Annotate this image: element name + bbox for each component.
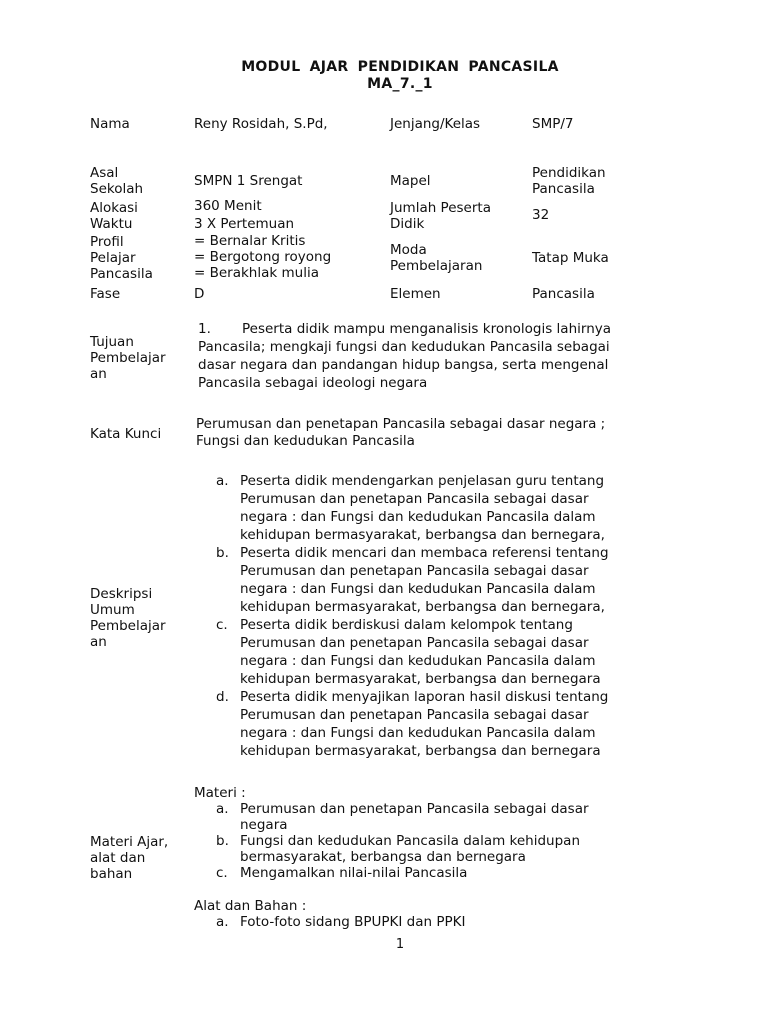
nama-value: Reny Rosidah, S.Pd, [194, 116, 328, 132]
profil-label-line3: Pancasila [90, 266, 153, 282]
deskripsi-label-line1: Deskripsi [90, 586, 153, 602]
moda-value: Tatap Muka [532, 250, 609, 266]
list-item-line: negara [240, 817, 288, 833]
list-item-line: Perumusan dan penetapan Pancasila sebagai dasar [240, 563, 589, 579]
list-item-line: bermasyarakat, berbangsa dan bernegara [240, 849, 526, 865]
alokasi-value-line2: 3 X Pertemuan [194, 216, 295, 232]
list-item-line: Fungsi dan kedudukan Pancasila dalam kehidupan [240, 833, 581, 849]
list-item-line: Mengamalkan nilai-nilai Pancasila [240, 865, 468, 881]
module-code: MA_7._1 [367, 76, 433, 92]
list-item-line: kehidupan bermasyarakat, berbangsa dan bernegara [240, 743, 601, 759]
deskripsi-label-line4: an [90, 634, 107, 650]
list-item-line: negara : dan Fungsi dan kedudukan Pancasila dalam [240, 725, 596, 741]
jenjang-label: Jenjang/Kelas [390, 116, 481, 132]
tujuan-text-line1: Peserta didik mampu menganalisis kronologis lahirnya [242, 321, 612, 337]
list-marker: a. [216, 473, 229, 489]
list-marker: c. [216, 617, 228, 633]
list-item-line: Perumusan dan penetapan Pancasila sebagai dasar [240, 801, 589, 817]
list-marker: b. [216, 545, 229, 561]
asal-value: SMPN 1 Srengat [194, 173, 303, 189]
kata-kunci-line1: Perumusan dan penetapan Pancasila sebagai dasar negara ; [196, 416, 606, 432]
jumlah-label-line1: Jumlah Peserta [390, 200, 491, 216]
alat-list [216, 914, 465, 930]
mapel-value-line1: Pendidikan [532, 165, 606, 181]
list-item [216, 833, 589, 865]
materi-label-line1: Materi Ajar, [90, 834, 169, 850]
kata-kunci-line2: Fungsi dan kedudukan Pancasila [196, 433, 415, 449]
alokasi-value-line1: 360 Menit [194, 198, 262, 214]
asal-label-line1: Asal [90, 165, 119, 181]
moda-label-line1: Moda [390, 242, 427, 258]
tujuan-text-line3: dasar negara dan pandangan hidup bangsa, serta mengenal [198, 357, 609, 373]
list-item-line: negara : dan Fungsi dan kedudukan Pancasila dalam [240, 653, 596, 669]
materi-label-line2: alat dan [90, 850, 146, 866]
list-item [216, 544, 609, 616]
materi-list [216, 801, 589, 881]
tujuan-label-line2: Pembelajar [90, 350, 166, 366]
list-item-line: kehidupan bermasyarakat, berbangsa dan bernegara, [240, 599, 605, 615]
fase-label: Fase [90, 286, 121, 302]
list-item [216, 865, 589, 881]
asal-label-line2: Sekolah [90, 181, 144, 197]
list-marker: a. [216, 914, 229, 930]
mapel-value-line2: Pancasila [532, 181, 595, 197]
list-item [216, 914, 465, 930]
elemen-value: Pancasila [532, 286, 595, 302]
nama-label: Nama [90, 116, 130, 132]
list-item-line: Perumusan dan penetapan Pancasila sebagai dasar [240, 635, 589, 651]
page-number: 1 [395, 937, 405, 952]
list-item [216, 688, 609, 760]
alat-heading: Alat dan Bahan : [194, 898, 307, 914]
list-item [216, 616, 609, 688]
deskripsi-label-line3: Pembelajar [90, 618, 166, 634]
profil-value-line2: = Bergotong royong [194, 249, 332, 265]
deskripsi-list [216, 472, 609, 760]
list-item-line: Peserta didik mendengarkan penjelasan guru tentang [240, 473, 605, 489]
deskripsi-label-line2: Umum [90, 602, 135, 618]
profil-value-line1: = Bernalar Kritis [194, 233, 306, 249]
list-item-line: Peserta didik berdiskusi dalam kelompok tentang [240, 617, 573, 633]
tujuan-label-line3: an [90, 366, 107, 382]
profil-label-line1: Profil [90, 234, 124, 250]
list-item [216, 472, 609, 544]
jumlah-value: 32 [532, 207, 550, 223]
list-marker: a. [216, 801, 229, 817]
alokasi-label-line1: Alokasi [90, 200, 138, 216]
jenjang-value: SMP/7 [532, 116, 574, 132]
profil-label-line2: Pelajar [90, 250, 136, 266]
list-marker: c. [216, 865, 228, 881]
list-item-line: kehidupan bermasyarakat, berbangsa dan bernegara, [240, 527, 605, 543]
list-item-line: Perumusan dan penetapan Pancasila sebagai dasar [240, 707, 589, 723]
list-marker: d. [216, 689, 229, 705]
tujuan-text-line4: Pancasila sebagai ideologi negara [198, 375, 428, 391]
list-item-line: Perumusan dan penetapan Pancasila sebagai dasar [240, 491, 589, 507]
document-title: MODUL AJAR PENDIDIKAN PANCASILA [241, 59, 559, 75]
list-marker: b. [216, 833, 229, 849]
list-item-line: negara : dan Fungsi dan kedudukan Pancasila dalam [240, 581, 596, 597]
materi-heading: Materi : [194, 785, 246, 801]
alokasi-label-line2: Waktu [90, 216, 133, 232]
list-item-line: negara : dan Fungsi dan kedudukan Pancasila dalam [240, 509, 596, 525]
mapel-label: Mapel [390, 173, 431, 189]
list-item-line: kehidupan bermasyarakat, berbangsa dan bernegara [240, 671, 601, 687]
fase-value: D [194, 286, 205, 302]
list-item-line: Peserta didik mencari dan membaca referensi tentang [240, 545, 609, 561]
profil-value-line3: = Berakhlak mulia [194, 265, 319, 281]
tujuan-text-line2: Pancasila; mengkaji fungsi dan kedudukan Pancasila sebagai [198, 339, 610, 355]
tujuan-label-line1: Tujuan [90, 334, 134, 350]
tujuan-number: 1. [198, 321, 211, 337]
jumlah-label-line2: Didik [390, 216, 425, 232]
list-item-line: Foto-foto sidang BPUPKI dan PPKI [240, 914, 466, 930]
elemen-label: Elemen [390, 286, 441, 302]
materi-label-line3: bahan [90, 866, 133, 882]
list-item [216, 801, 589, 833]
list-item-line: Peserta didik menyajikan laporan hasil diskusi tentang [240, 689, 609, 705]
moda-label-line2: Pembelajaran [390, 258, 483, 274]
kata-kunci-label: Kata Kunci [90, 426, 162, 442]
